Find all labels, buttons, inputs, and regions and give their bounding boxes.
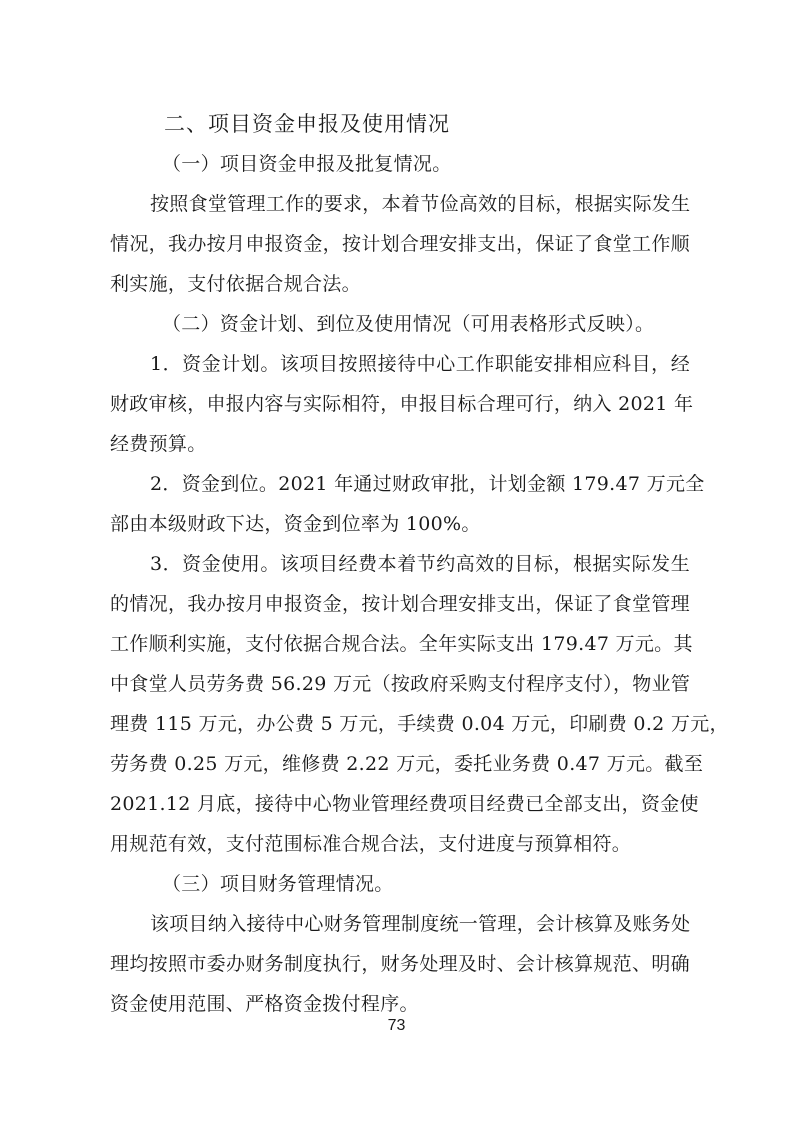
subsection-title-3: （三）项目财务管理情况。	[162, 873, 394, 895]
paragraph-line: 按照食堂管理工作的要求，本着节俭高效的目标，根据实际发生	[150, 193, 691, 215]
paragraph-line: 1．资金计划。该项目按照接待中心工作职能安排相应科目，经	[150, 353, 690, 375]
paragraph-line: 该项目纳入接待中心财务管理制度统一管理，会计核算及账务处	[150, 913, 691, 935]
paragraph-line: 2021.12 月底，接待中心物业管理经费项目经费已全部支出，资金使	[110, 793, 699, 815]
paragraph-line: 资金使用范围、严格资金拨付程序。	[110, 993, 419, 1015]
paragraph-line: 用规范有效，支付范围标准合规合法，支付进度与预算相符。	[110, 833, 632, 855]
section-heading: 二、项目资金申报及使用情况	[164, 112, 450, 136]
paragraph-line: 理费 115 万元，办公费 5 万元，手续费 0.04 万元，印刷费 0.2 万元，	[110, 713, 729, 735]
paragraph-line: 经费预算。	[110, 433, 207, 455]
page-number: 73	[387, 1017, 406, 1034]
subsection-title-2: （二）资金计划、到位及使用情况（可用表格形式反映）。	[162, 313, 655, 335]
paragraph-line: 工作顺利实施，支付依据合规合法。全年实际支出 179.47 万元。其	[110, 633, 693, 655]
paragraph-line: 3．资金使用。该项目经费本着节约高效的目标，根据实际发生	[150, 553, 690, 575]
paragraph-line: 劳务费 0.25 万元，维修费 2.22 万元，委托业务费 0.47 万元。截至	[110, 753, 704, 775]
paragraph-line: 情况，我办按月申报资金，按计划合理安排支出，保证了食堂工作顺	[110, 233, 690, 255]
paragraph-line: 部由本级财政下达，资金到位率为 100%。	[110, 513, 481, 535]
paragraph-line: 2．资金到位。2021 年通过财政审批，计划金额 179.47 万元全	[150, 473, 705, 495]
paragraph-line: 中食堂人员劳务费 56.29 万元（按政府采购支付程序支付），物业管	[110, 673, 691, 695]
paragraph-line: 财政审核，申报内容与实际相符，申报目标合理可行，纳入 2021 年	[110, 393, 694, 415]
paragraph-line: 理均按照市委办财务制度执行，财务处理及时、会计核算规范、明确	[110, 953, 690, 975]
paragraph-line: 的情况，我办按月申报资金，按计划合理安排支出，保证了食堂管理	[110, 593, 690, 615]
paragraph-line: 利实施，支付依据合规合法。	[110, 273, 361, 295]
subsection-title-1: （一）项目资金申报及批复情况。	[162, 153, 452, 175]
